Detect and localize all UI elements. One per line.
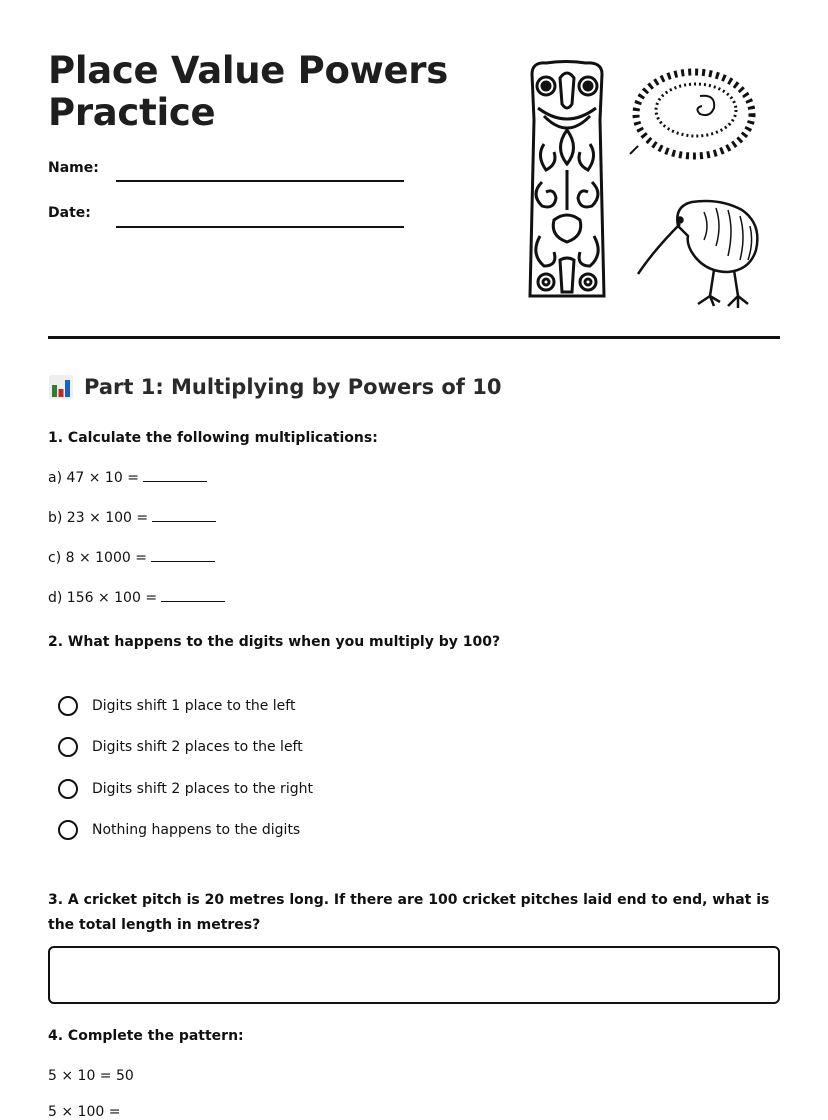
q2-option-2-label: Digits shift 2 places to the left <box>92 739 303 755</box>
q1-item-b-text: b) 23 × 100 = <box>48 510 149 526</box>
name-line[interactable] <box>116 180 404 182</box>
date-line[interactable] <box>116 226 404 228</box>
q1-item-c-blank[interactable] <box>151 550 215 562</box>
q1-item-c-text: c) 8 × 1000 = <box>48 550 147 566</box>
q2-option-1[interactable] <box>58 696 295 716</box>
q1-item-b <box>48 510 216 526</box>
section-divider <box>48 336 780 339</box>
radio-button[interactable] <box>58 696 78 716</box>
name-label: Name: <box>48 160 99 176</box>
q4-line-2: 5 × 100 = <box>48 1104 121 1120</box>
q2-option-3[interactable] <box>58 779 313 799</box>
radio-button[interactable] <box>58 779 78 799</box>
q1-item-a-text: a) 47 × 10 = <box>48 470 139 486</box>
q1-item-c <box>48 550 215 566</box>
bar-chart-icon <box>48 374 74 400</box>
part1-title: Part 1: Multiplying by Powers of 10 <box>84 375 502 399</box>
kiwi-bird-icon <box>638 201 757 308</box>
q1-item-d-text: d) 156 × 100 = <box>48 590 158 606</box>
page-title: Place Value Powers Practice <box>48 49 448 134</box>
q1-item-a-blank[interactable] <box>143 470 207 482</box>
q2-option-3-label: Digits shift 2 places to the right <box>92 781 313 797</box>
carved-pillar-icon <box>530 62 604 297</box>
question-2-prompt: 2. What happens to the digits when you multiply by 100? <box>48 634 501 650</box>
radio-button[interactable] <box>58 737 78 757</box>
q1-item-d <box>48 590 225 606</box>
q2-option-4-label: Nothing happens to the digits <box>92 822 301 838</box>
question-4-prompt: 4. Complete the pattern: <box>48 1028 244 1044</box>
q1-item-d-blank[interactable] <box>161 590 225 602</box>
q2-option-2[interactable] <box>58 737 303 757</box>
q3-answer-input[interactable] <box>48 946 780 1004</box>
header-illustrations <box>524 60 764 310</box>
part1-heading <box>48 374 501 400</box>
question-3-prompt: 3. A cricket pitch is 20 metres long. If there are 100 cricket pitches laid end to end, what is the total length in metres? <box>48 892 770 933</box>
q2-option-4[interactable] <box>58 820 300 840</box>
date-label: Date: <box>48 205 91 221</box>
q1-item-a <box>48 470 207 486</box>
q4-line-1: 5 × 10 = 50 <box>48 1068 134 1084</box>
question-1-prompt: 1. Calculate the following multiplications: <box>48 430 378 446</box>
q1-item-b-blank[interactable] <box>152 510 216 522</box>
q2-option-1-label: Digits shift 1 place to the left <box>92 698 296 714</box>
radio-button[interactable] <box>58 820 78 840</box>
koru-spiral-icon <box>630 72 752 156</box>
